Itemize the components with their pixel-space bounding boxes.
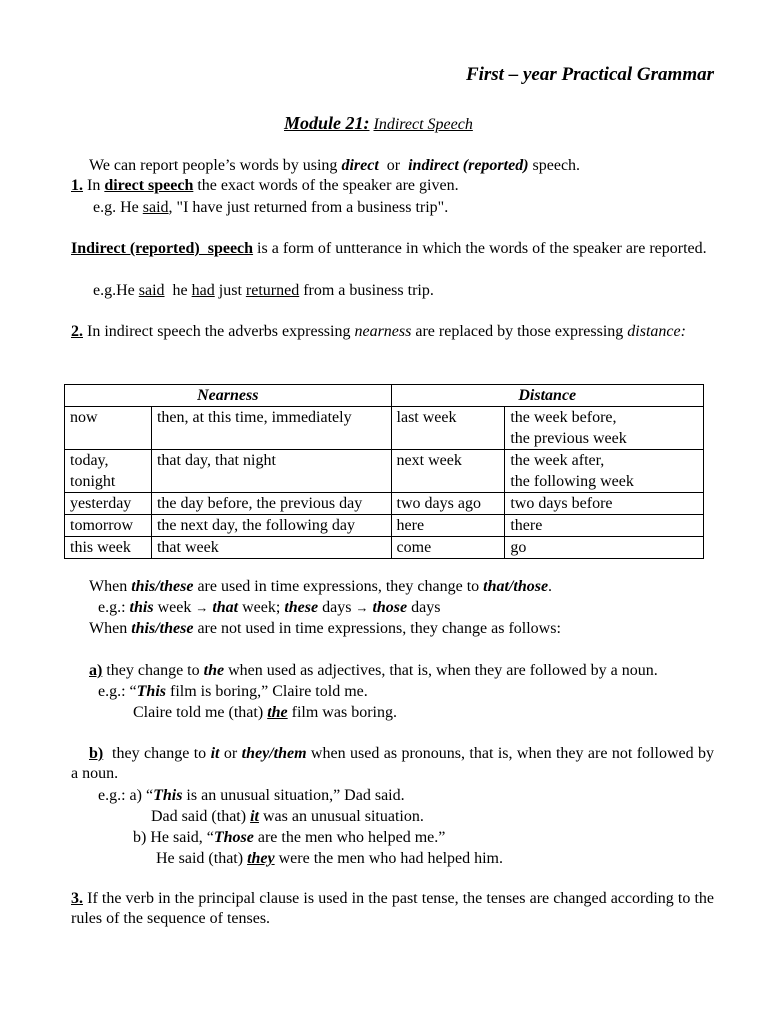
header-distance: Distance bbox=[391, 385, 703, 407]
text: are replaced by those expressing bbox=[411, 323, 628, 340]
table-row bbox=[65, 407, 704, 450]
text: When bbox=[89, 620, 132, 637]
text: In indirect speech the adverbs expressing bbox=[83, 323, 355, 340]
page-title bbox=[284, 112, 473, 136]
text: When bbox=[89, 578, 132, 595]
text: days bbox=[318, 599, 356, 616]
text: speech. bbox=[528, 157, 581, 174]
text: , "I have just returned from a business trip". bbox=[168, 199, 449, 216]
module-number: Module 21: bbox=[284, 113, 370, 133]
underlined-verb: returned bbox=[245, 282, 300, 299]
text: or bbox=[378, 157, 409, 174]
course-header: First – year Practical Grammar bbox=[465, 64, 714, 85]
text: is an unusual situation,” Dad said. bbox=[182, 787, 405, 804]
text: Dad said (that) bbox=[151, 808, 251, 825]
underlined-verb: said bbox=[138, 282, 165, 299]
keyword: they/them bbox=[241, 745, 307, 762]
text: they change to bbox=[102, 662, 204, 679]
text: when used as pronouns, that is, when they are not followed by a noun. bbox=[71, 745, 715, 782]
rule-label: b) bbox=[89, 745, 104, 762]
rule-time-expressions bbox=[89, 577, 552, 597]
text: are used in time expressions, they change to bbox=[193, 578, 484, 595]
example-b-a bbox=[98, 786, 405, 806]
keyword: they bbox=[247, 850, 275, 867]
table-cell: two days before bbox=[505, 493, 704, 515]
table-cell: the day before, the previous day bbox=[151, 493, 391, 515]
text: they change to bbox=[103, 745, 211, 762]
header-nearness: Nearness bbox=[65, 385, 392, 407]
keyword: This bbox=[136, 683, 166, 700]
text: were the men who had helped him. bbox=[274, 850, 503, 867]
keyword: it bbox=[250, 808, 259, 825]
term-indirect-speech: Indirect (reported) speech bbox=[71, 240, 254, 257]
term-direct: direct bbox=[341, 157, 379, 174]
rule-b bbox=[71, 744, 714, 784]
point-number: 1. bbox=[71, 177, 83, 194]
table-cell: two days ago bbox=[391, 493, 505, 515]
keyword: Those bbox=[213, 829, 254, 846]
point-number: 3. bbox=[71, 890, 83, 907]
table-row bbox=[65, 493, 704, 515]
term-indirect: indirect (reported) bbox=[408, 157, 529, 174]
underlined-verb: had bbox=[191, 282, 215, 299]
reported-b-a bbox=[151, 807, 424, 827]
rule-label: a) bbox=[89, 662, 103, 679]
keyword: the bbox=[203, 662, 225, 679]
table-cell: that week bbox=[151, 537, 391, 559]
text: just bbox=[214, 282, 246, 299]
keyword: that bbox=[212, 599, 239, 616]
cell-line: the week before, bbox=[510, 409, 617, 426]
text: film was boring. bbox=[287, 704, 397, 721]
table-cell: now bbox=[65, 407, 152, 450]
table-cell: this week bbox=[65, 537, 152, 559]
keyword: this/these bbox=[131, 620, 194, 637]
rule-non-time bbox=[89, 619, 561, 639]
text: are the men who helped me.” bbox=[253, 829, 446, 846]
table-row bbox=[65, 515, 704, 537]
keyword: This bbox=[153, 787, 183, 804]
table-cell: there bbox=[505, 515, 704, 537]
arrow-icon: → bbox=[355, 600, 369, 615]
intro-paragraph bbox=[89, 156, 580, 176]
text: from a business trip. bbox=[299, 282, 434, 299]
text: e.g.: bbox=[98, 599, 130, 616]
text: e.g.He bbox=[93, 282, 139, 299]
term-distance: distance: bbox=[627, 323, 686, 340]
module-topic: Indirect Speech bbox=[373, 116, 473, 133]
table-cell: then, at this time, immediately bbox=[151, 407, 391, 450]
cell-line: the following week bbox=[510, 473, 634, 490]
arrow-icon: → bbox=[195, 600, 209, 615]
point-3 bbox=[71, 889, 714, 929]
example-b-b bbox=[133, 828, 445, 848]
cell-line: the previous week bbox=[510, 430, 627, 447]
text: e.g. He bbox=[93, 199, 143, 216]
table-cell: the next day, the following day bbox=[151, 515, 391, 537]
text: We can report people’s words by using bbox=[89, 157, 342, 174]
text: was an unusual situation. bbox=[258, 808, 424, 825]
keyword: this bbox=[129, 599, 154, 616]
text: . bbox=[548, 578, 553, 595]
text: He said (that) bbox=[156, 850, 248, 867]
point-1 bbox=[71, 176, 459, 196]
text: e.g.: a) “ bbox=[98, 787, 154, 804]
text: b) He said, “ bbox=[133, 829, 214, 846]
term-nearness: nearness bbox=[354, 323, 412, 340]
keyword: this/these bbox=[131, 578, 194, 595]
cell-line: today, bbox=[70, 452, 109, 469]
table-row bbox=[65, 537, 704, 559]
example-a bbox=[98, 682, 368, 702]
keyword: those bbox=[372, 599, 408, 616]
text: If the verb in the principal clause is used in the past tense, the tenses are changed according to the rules of the sequence of tenses. bbox=[71, 890, 714, 927]
text: when used as adjectives, that is, when they are followed by a noun. bbox=[224, 662, 658, 679]
reported-b-b bbox=[156, 849, 503, 869]
cell-line: tonight bbox=[70, 473, 116, 490]
example-indirect bbox=[93, 281, 434, 301]
cell-line: the week after, bbox=[510, 452, 605, 469]
point-2 bbox=[71, 322, 714, 342]
table-row bbox=[65, 450, 704, 493]
reported-a bbox=[133, 703, 397, 723]
keyword: these bbox=[284, 599, 319, 616]
text: film is boring,” Claire told me. bbox=[166, 683, 368, 700]
table-cell: next week bbox=[391, 450, 505, 493]
text: or bbox=[219, 745, 242, 762]
table-cell bbox=[65, 450, 152, 493]
table-cell: yesterday bbox=[65, 493, 152, 515]
table-cell bbox=[505, 407, 704, 450]
text: e.g.: “ bbox=[98, 683, 137, 700]
text: week; bbox=[238, 599, 285, 616]
example-time-expressions bbox=[98, 598, 440, 618]
table-header-row bbox=[65, 385, 704, 407]
text: In bbox=[83, 177, 105, 194]
term-direct-speech: direct speech bbox=[104, 177, 194, 194]
keyword: it bbox=[210, 745, 220, 762]
text: the exact words of the speaker are given. bbox=[193, 177, 459, 194]
text: are not used in time expressions, they change as follows: bbox=[193, 620, 561, 637]
rule-a bbox=[89, 661, 658, 681]
text: days bbox=[407, 599, 441, 616]
keyword: that/those bbox=[483, 578, 549, 595]
text: he bbox=[164, 282, 192, 299]
point-number: 2. bbox=[71, 323, 83, 340]
underlined-verb: said bbox=[142, 199, 169, 216]
table-cell: last week bbox=[391, 407, 505, 450]
keyword: the bbox=[267, 704, 288, 721]
table-cell: that day, that night bbox=[151, 450, 391, 493]
text: is a form of untterance in which the words of the speaker are reported. bbox=[253, 240, 707, 257]
table-cell bbox=[505, 450, 704, 493]
adverbs-table bbox=[64, 384, 704, 559]
table-cell: go bbox=[505, 537, 704, 559]
text: Claire told me (that) bbox=[133, 704, 268, 721]
table-cell: tomorrow bbox=[65, 515, 152, 537]
text: week bbox=[153, 599, 196, 616]
table-cell: here bbox=[391, 515, 505, 537]
example-direct bbox=[93, 198, 448, 218]
table-cell: come bbox=[391, 537, 505, 559]
indirect-definition bbox=[71, 239, 714, 259]
